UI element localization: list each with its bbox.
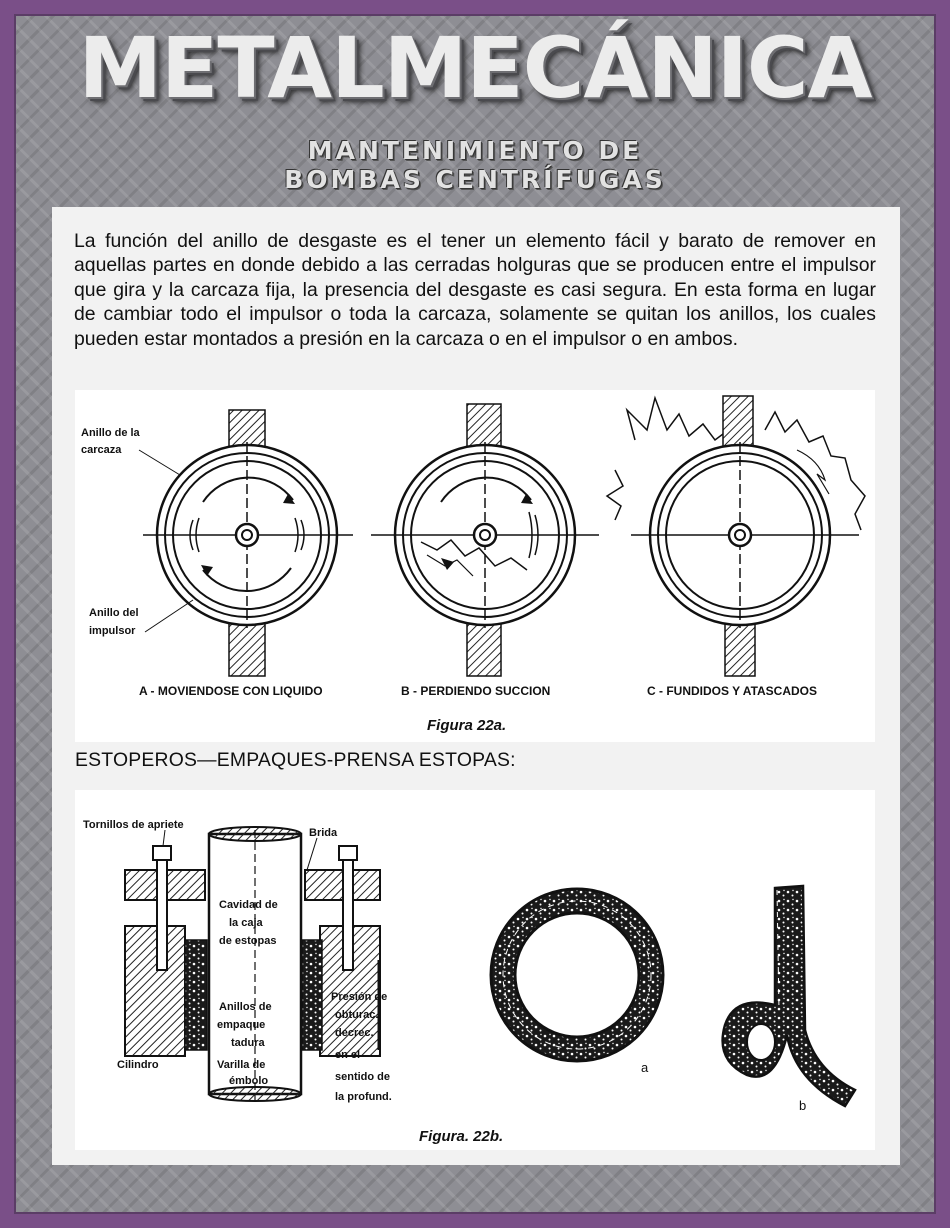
label-rings-1: Anillos de <box>219 1001 272 1013</box>
figure-22b-caption: Figura. 22b. <box>419 1128 504 1145</box>
caption-b: B - PERDIENDO SUCCION <box>401 684 551 698</box>
label-pressure-5: sentido de <box>335 1071 391 1083</box>
label-pressure-4: en el <box>335 1049 361 1061</box>
figure-22b-drawing <box>75 790 875 1150</box>
label-cavity-1: Cavidad de <box>219 899 278 911</box>
packing-ring-drawing <box>491 889 663 1061</box>
label-impeller-ring-1: Anillo del <box>89 607 139 619</box>
label-impeller-ring-2: impulsor <box>89 625 136 637</box>
section-heading: ESTOPEROS—EMPAQUES-PRENSA ESTOPAS: <box>75 749 516 771</box>
page-subtitle <box>0 136 950 194</box>
pump-drawing-c <box>607 396 865 676</box>
label-cavity-3: de estopas <box>219 935 277 947</box>
label-pressure-3: decrec. <box>335 1027 374 1039</box>
label-flange: Brida <box>309 827 338 839</box>
page-title: METALMECÁNICA <box>78 19 872 117</box>
label-pressure-1: Presión de <box>331 991 388 1003</box>
label-b: b <box>799 1098 807 1113</box>
label-pressure-6: la profund. <box>335 1091 392 1103</box>
label-rod-2: émbolo <box>229 1075 269 1087</box>
figure-22a-drawing <box>75 390 875 742</box>
label-a: a <box>641 1060 649 1075</box>
subtitle-line-1: MANTENIMIENTO DE <box>307 136 643 165</box>
label-rod-1: Varilla de <box>217 1059 266 1071</box>
figure-22a <box>75 390 875 742</box>
label-rings-3: tadura <box>231 1037 265 1049</box>
label-casing-ring-1: Anillo de la <box>81 427 140 439</box>
caption-a: A - MOVIENDOSE CON LIQUIDO <box>139 684 323 698</box>
label-rings-2: empaque <box>217 1019 266 1031</box>
label-cylinder: Cilindro <box>117 1059 159 1071</box>
packing-strand-drawing <box>723 886 855 1106</box>
subtitle-line-2: BOMBAS CENTRÍFUGAS <box>284 165 666 194</box>
label-pressure-2: obturac. <box>335 1009 379 1021</box>
pump-drawing-a <box>139 410 353 676</box>
caption-c: C - FUNDIDOS Y ATASCADOS <box>647 684 818 698</box>
label-cavity-2: la caja <box>229 917 263 929</box>
label-bolts: Tornillos de apriete <box>83 819 184 831</box>
label-casing-ring-2: carcaza <box>81 444 122 456</box>
figure-22a-caption: Figura 22a. <box>427 717 507 734</box>
pump-drawing-b <box>371 404 599 676</box>
figure-22b <box>75 790 875 1150</box>
body-paragraph: La función del anillo de desgaste es el tener un elemento fácil y barato de remover en aquellas partes en donde debido a las cerradas holguras que se producen entre el impulsor que gira y la carcaza fija, la presencia del desgaste es casi segura. En esta forma en lugar de cambiar todo el impulsor o toda la carcaza, solamente se quitan los anillos, los cuales pueden estar montados a presión en la carcaza o en el impulsor o en ambos. <box>74 230 876 350</box>
